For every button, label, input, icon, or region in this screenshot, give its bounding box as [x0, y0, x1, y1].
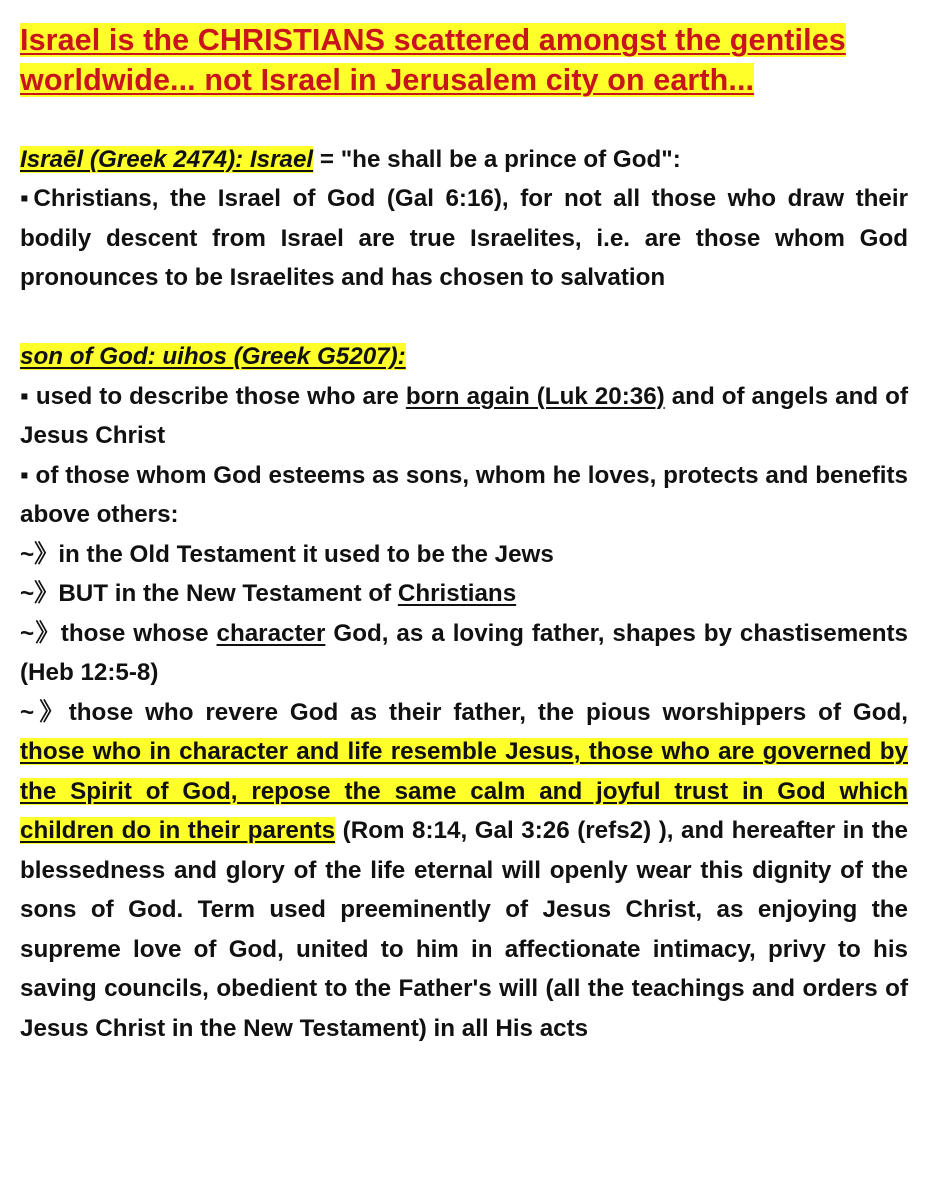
sub-item: ~》in the Old Testament it used to be the Jews [20, 540, 554, 568]
section-israel [20, 140, 908, 298]
page-title [20, 20, 908, 100]
sub-item: ~》those whose character God, as a loving father, shapes by chastisements (Heb 12:5-8) [20, 619, 908, 686]
sub-item: ~》those who revere God as their father, the pious worshippers of God, those who in character and life resemble Jesus, those who are governed by the Spirit of God, repose the same calm and joyful trust in God which children do in their parents (Rom 8:14, Gal 3:26 (refs2) ), and hereafter in the blessedness and glory of the life eternal will openly wear this dignity of the sons of God. Term used preeminently of Jesus Christ, as enjoying the supreme love of God, united to him in affectionate intimacy, privy to his saving councils, obedient to the Father's will (all the teachings and orders of Jesus Christ in the New Testament) in all His acts [20, 698, 908, 1042]
son-of-god-heading: son of God: uihos (Greek G5207): [20, 343, 406, 370]
list-item: ▪ of those whom God esteems as sons, whom he loves, protects and benefits above others: [20, 461, 908, 528]
bullet: ▪ [20, 185, 34, 212]
bullet: ▪ [20, 382, 29, 410]
israel-definition-heading [20, 140, 908, 180]
section-son-of-god [20, 337, 908, 1048]
arrow-icon: ~》 [20, 619, 61, 647]
highlighted-passage: those who in character and life resemble Jesus, those who are governed by the Spirit of God, repose the same calm and joyful trust in God which children do in their parents [20, 738, 908, 844]
arrow-icon: ~》 [20, 540, 59, 568]
bullet: ▪ [20, 461, 29, 489]
title-line-1: Israel is the CHRISTIANS scattered amongst the gentiles [20, 23, 846, 57]
born-again-link[interactable]: born again (Luk 20:36) [405, 382, 665, 410]
arrow-icon: ~》 [20, 580, 59, 607]
israel-term: Israēl (Greek 2474): Israel [20, 145, 314, 173]
list-item: ▪ used to describe those who are born again (Luk 20:36) and of angels and of Jesus Christ [20, 382, 909, 449]
spacer [20, 298, 908, 338]
spacer [20, 100, 908, 140]
sub-item: ~》BUT in the New Testament of Christians [20, 580, 517, 607]
title-line-2: worldwide... not Israel in Jerusalem city on earth... [20, 63, 755, 97]
israel-meaning: = "he shall be a prince of God": [313, 145, 681, 173]
arrow-icon: ~》 [20, 698, 69, 726]
christians-link[interactable]: Christians [397, 580, 517, 607]
character-link[interactable]: character [216, 619, 326, 647]
israel-definition-text: ▪Christians, the Israel of God (Gal 6:16), for not all those who draw their bodily descent from Israel are true Israelites, i.e. are those whom God pronounces to be Israelites and has chosen to salvation [20, 185, 909, 291]
